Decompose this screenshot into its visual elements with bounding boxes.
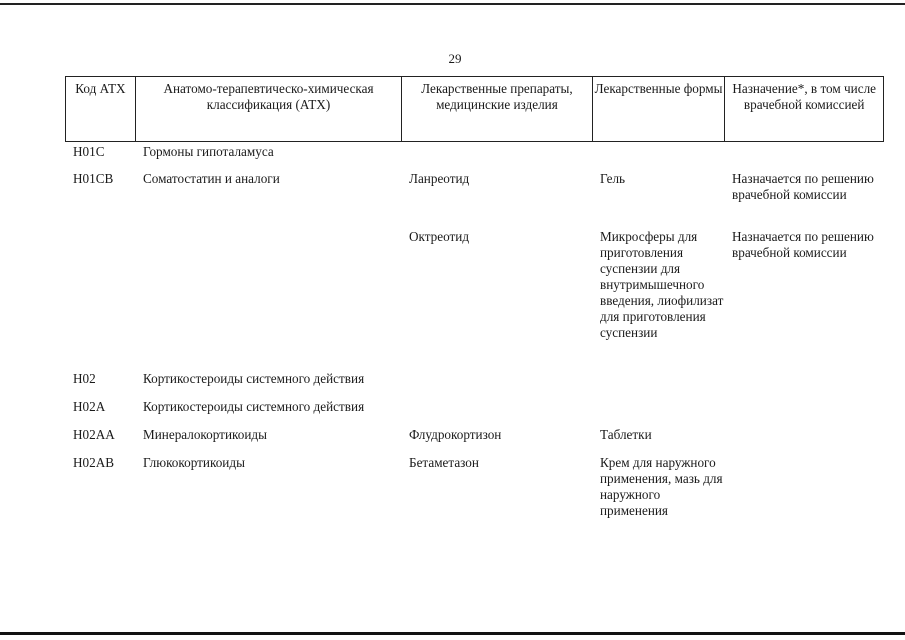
- cell-code: H02A: [73, 399, 106, 414]
- top-border-line: [0, 3, 905, 5]
- cell-atc: Соматостатин и аналоги: [143, 171, 280, 186]
- table-header: [65, 76, 884, 142]
- header-code: Код АТХ: [66, 77, 136, 141]
- page-number: 29: [448, 51, 462, 66]
- cell-code: H02AB: [73, 455, 115, 470]
- cell-form: Гель: [600, 171, 626, 186]
- cell-code: H01CB: [73, 171, 114, 186]
- cell-atc: Минералокортикоиды: [143, 427, 267, 442]
- header-prescription: Назначение*, в том числе врачебной комиссией: [732, 81, 877, 112]
- cell-drug: Ланреотид: [409, 171, 470, 186]
- bottom-border-line: [0, 632, 905, 635]
- cell-atc: Кортикостероиды системного действия: [143, 371, 365, 386]
- cell-form: Микросферы для приготовления суспензии для внутримышечного введения, лиофилизат для приготовления суспензии: [600, 229, 724, 340]
- cell-code: H01C: [73, 144, 105, 159]
- cell-code: H02AA: [73, 427, 115, 442]
- cell-note: Назначается по решению врачебной комиссии: [732, 229, 874, 260]
- cell-atc: Гормоны гипоталамуса: [143, 144, 274, 159]
- cell-drug: Бетаметазон: [409, 455, 479, 470]
- header-drugs: Лекарственные препараты, медицинские изделия: [402, 77, 593, 141]
- cell-drug: Октреотид: [409, 229, 470, 244]
- cell-atc: Глюкокортикоиды: [143, 455, 245, 470]
- cell-note: Назначается по решению врачебной комиссии: [732, 171, 874, 202]
- cell-code: H02: [73, 371, 96, 386]
- cell-form: Таблетки: [600, 427, 652, 442]
- cell-drug: Флудрокортизон: [409, 427, 502, 442]
- cell-form: Крем для наружного применения, мазь для наружного применения: [600, 455, 723, 518]
- header-atc-class: Анатомо-терапевтическо-химическая классификация (АТХ): [136, 77, 402, 141]
- cell-atc: Кортикостероиды системного действия: [143, 399, 365, 414]
- header-forms: Лекарственные формы: [593, 77, 726, 141]
